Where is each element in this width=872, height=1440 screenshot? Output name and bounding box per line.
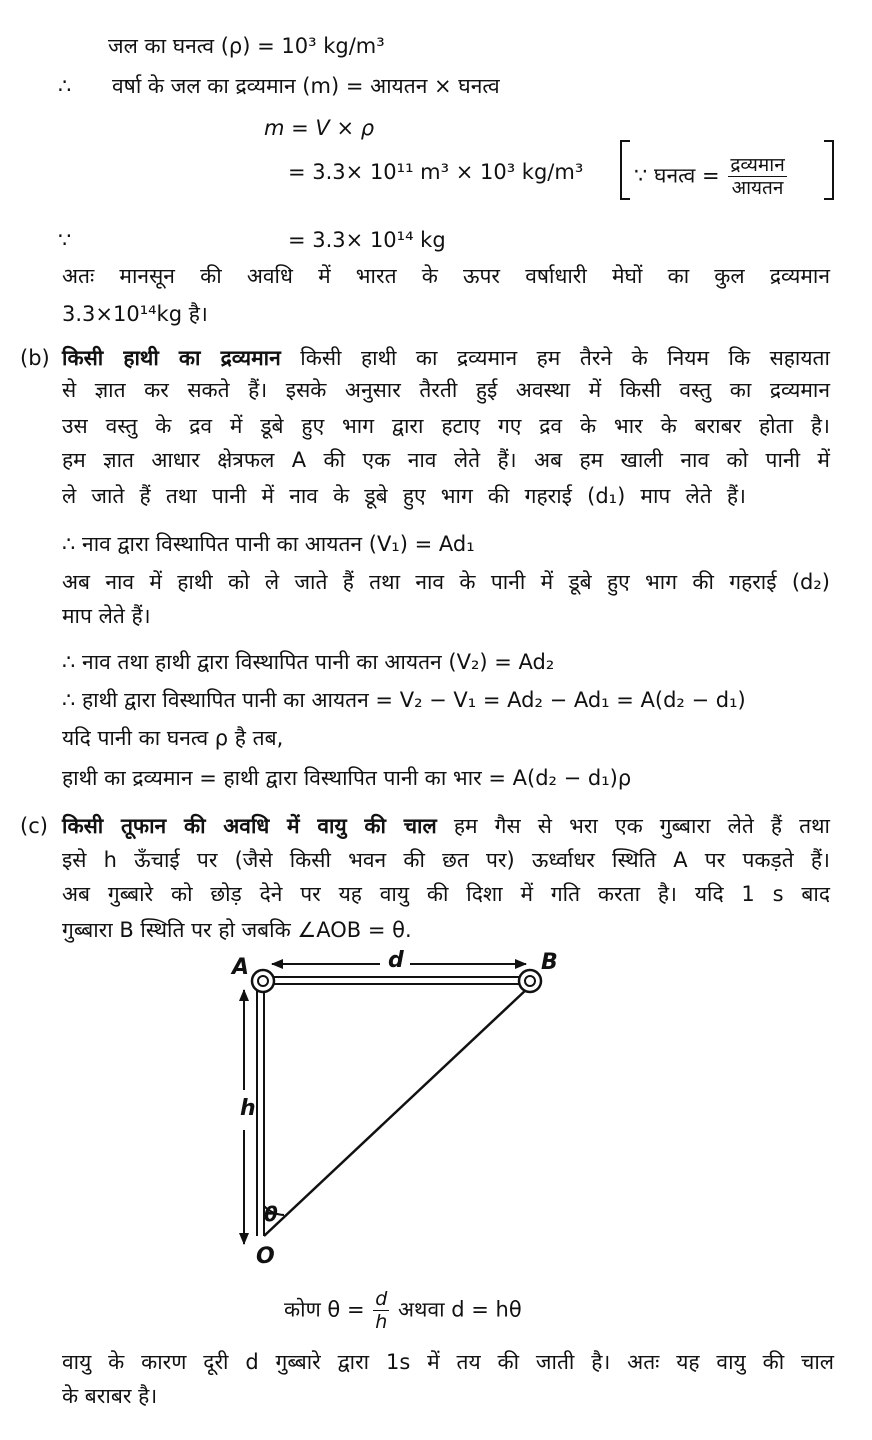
- because-symbol: ∵: [58, 228, 72, 252]
- section-c-line-4: गुब्बारा B स्थिति पर हो जबकि ∠AOB = θ.: [62, 918, 412, 942]
- height-h-label: h: [240, 1096, 256, 1121]
- angle-formula-prefix: कोण θ =: [284, 1297, 365, 1322]
- point-a-label: A: [232, 955, 250, 980]
- section-c-line-3: अब गुब्बारे को छोड़ देने पर यह वायु की दिशा में गति करता है। यदि 1 s बाद: [62, 882, 830, 906]
- angle-fraction: [373, 1288, 389, 1333]
- mass-formula-line: वर्षा के जल का द्रव्यमान (m) = आयतन × घनत्व: [112, 74, 500, 98]
- final-line-2: के बराबर है।: [62, 1384, 158, 1408]
- angle-formula-suffix: अथवा d = hθ: [397, 1297, 522, 1322]
- section-b-line-6: ∴ नाव द्वारा विस्थापित पानी का आयतन (V₁) = Ad₁: [62, 532, 475, 556]
- section-c-heading: किसी तूफान की अवधि में वायु की चाल: [62, 814, 437, 838]
- section-b-line-3: उस वस्तु के द्रव में डूबे हुए भाग द्वारा हटाए गए द्रव के भार के बराबर होता है।: [62, 414, 830, 438]
- section-b-line-2: से ज्ञात कर सकते हैं। इसके अनुसार तैरती हुई अवस्था में किसी वस्तु का द्रव्यमान: [62, 378, 830, 402]
- section-b-heading: किसी हाथी का द्रव्यमान: [62, 346, 281, 370]
- section-b-line-10: ∴ हाथी द्वारा विस्थापित पानी का आयतन = V₂ − V₁ = Ad₂ − Ad₁ = A(d₂ − d₁): [62, 688, 746, 712]
- hypotenuse-line: [264, 988, 528, 1236]
- conclusion-line-1: अतः मानसून की अवधि में भारत के ऊपर वर्षाधारी मेघों का कुल द्रव्यमान: [62, 264, 830, 288]
- balloon-b-inner: [525, 976, 535, 986]
- angle-fraction-denominator: h: [375, 1311, 388, 1333]
- angle-fraction-numerator: d: [375, 1288, 388, 1310]
- section-b-line-9: ∴ नाव तथा हाथी द्वारा विस्थापित पानी का आयतन (V₂) = Ad₂: [62, 650, 555, 674]
- section-b-line-1-rest: किसी हाथी का द्रव्यमान हम तैरने के नियम कि सहायता: [300, 346, 830, 370]
- section-b-line-4: हम ज्ञात आधार क्षेत्रफल A की एक नाव लेते हैं। अब हम खाली नाव को पानी में: [62, 448, 830, 472]
- density-definition-prefix: ∵ घनत्व =: [634, 163, 720, 188]
- density-fraction-denominator: आयतन: [731, 177, 784, 199]
- point-o-label: O: [256, 1244, 275, 1269]
- balloon-a-inner: [258, 976, 268, 986]
- mass-result-line: = 3.3× 10¹⁴ kg: [288, 228, 446, 252]
- mass-substitution-line: = 3.3× 10¹¹ m³ × 10³ kg/m³: [288, 160, 584, 184]
- therefore-symbol: ∴: [58, 74, 72, 98]
- section-c-line-1-rest: हम गैस से भरा एक गुब्बारा लेते हैं तथा: [453, 814, 830, 838]
- section-b-line-7: अब नाव में हाथी को ले जाते हैं तथा नाव के पानी में डूबे हुए भाग की गहराई (d₂): [62, 570, 830, 594]
- section-b-line-8: माप लेते हैं।: [62, 604, 151, 628]
- section-c-line-2: इसे h ऊँचाई पर (जैसे किसी भवन की छत पर) ऊर्ध्वाधर स्थिति A पर पकड़ते हैं।: [62, 848, 830, 872]
- angle-formula: [284, 1288, 522, 1333]
- conclusion-line-2: 3.3×10¹⁴kg है।: [62, 302, 208, 326]
- distance-d-label: d: [388, 948, 404, 973]
- section-b-line-5: ले जाते हैं तथा पानी में नाव के डूबे हुए भाग की गहराई (d₁) माप लेते हैं।: [62, 484, 746, 508]
- final-line-1: वायु के कारण दूरी d गुब्बारे द्वारा 1s में तय की जाती है। अतः यह वायु की चाल: [62, 1350, 834, 1374]
- m-equals-v-rho: m = V × ρ: [264, 116, 375, 140]
- section-b-line-12: हाथी का द्रव्यमान = हाथी द्वारा विस्थापित पानी का भार = A(d₂ − d₁)ρ: [62, 766, 632, 790]
- density-line: जल का घनत्व (ρ) = 10³ kg/m³: [108, 34, 385, 58]
- point-b-label: B: [541, 950, 558, 975]
- density-fraction-numerator: द्रव्यमान: [730, 154, 785, 176]
- section-b-label: (b): [20, 346, 50, 370]
- section-b-line-11: यदि पानी का घनत्व ρ है तब,: [62, 726, 284, 750]
- section-c-label: (c): [20, 814, 48, 838]
- angle-theta-label: θ: [264, 1202, 278, 1226]
